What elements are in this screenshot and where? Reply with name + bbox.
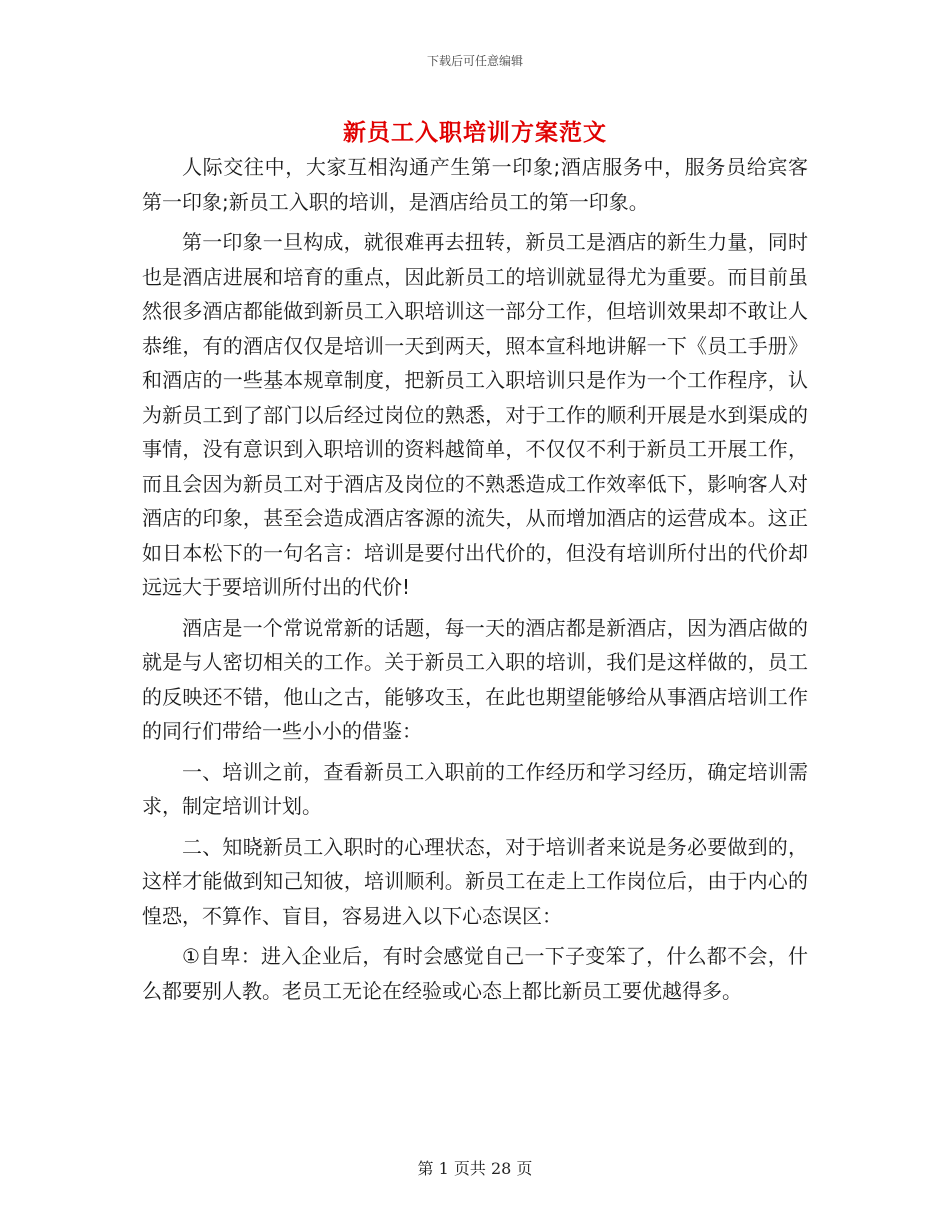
paragraph: 酒店是一个常说常新的话题，每一天的酒店都是新酒店，因为酒店做的就是与人密切相关的工作。关于新员工入职的培训，我们是这样做的，员工的反映还不错，他山之古，能够攻玉，在此也期望能够给从事酒店培训工作的同行们带给一些小小的借鉴： [142,615,808,743]
paragraph: 第一印象一旦构成，就很难再去扭转，新员工是酒店的新生力量，同时也是酒店进展和培育的重点，因此新员工的培训就显得尤为重要。而目前虽然很多酒店都能做到新员工入职培训这一部分工作，但培训效果却不敢让人恭维，有的酒店仅仅是培训一天到两天，照本宣科地讲解一下《员工手册》和酒店的一些基本规章制度，把新员工入职培训只是作为一个工作程序，认为新员工到了部门以后经过岗位的熟悉，对于工作的顺利开展是水到渠成的事情，没有意识到入职培训的资料越简单，不仅仅不利于新员工开展工作，而且会因为新员工对于酒店及岗位的不熟悉造成工作效率低下，影响客人对酒店的印象，甚至会造成酒店客源的流失，从而增加酒店的运营成本。这正如日本松下的一句名言：培训是要付出代价的，但没有培训所付出的代价却远远大于要培训所付出的代价! [142,230,808,599]
document-body [142,150,808,1014]
paragraph: 人际交往中，大家互相沟通产生第一印象;酒店服务中，服务员给宾客第一印象;新员工入职的培训，是酒店给员工的第一印象。 [142,155,808,214]
document-title: 新员工入职培训方案范文 [343,120,607,146]
paragraph: ①自卑：进入企业后，有时会感觉自己一下子变笨了，什么都不会，什么都要别人教。老员工无论在经验或心态上都比新员工要优越得多。 [142,944,808,1003]
paragraph: 二、知晓新员工入职时的心理状态，对于培训者来说是务必要做到的，这样才能做到知己知彼，培训顺利。新员工在走上工作岗位后，由于内心的惶恐，不算作、盲目，容易进入以下心态误区： [142,834,808,928]
page-header: 下载后可任意编辑 [426,54,523,68]
page-footer: 第 1 页共 28 页 [417,1159,533,1178]
paragraph: 一、培训之前，查看新员工入职前的工作经历和学习经历，确定培训需求，制定培训计划。 [142,759,808,818]
